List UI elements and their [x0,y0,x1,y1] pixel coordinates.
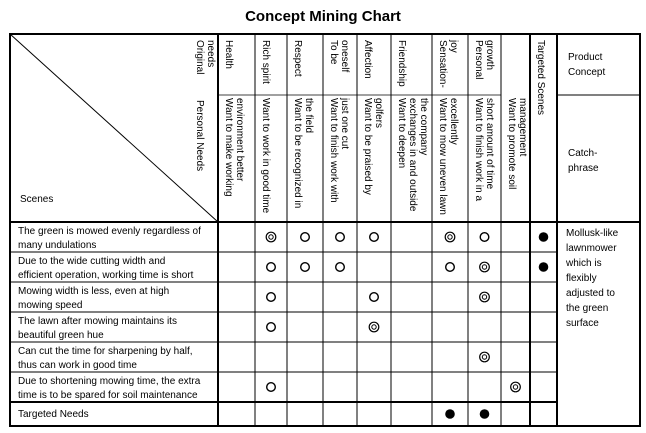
column-category-label: growth [484,40,495,71]
double-circle-mark [369,322,379,332]
product-concept-label: Product [568,52,603,63]
catchphrase-text: the green [566,303,609,314]
column-need-label: Want to promote soil [506,98,517,190]
circle-mark [267,293,276,302]
double-circle-mark-inner [513,385,517,389]
circle-mark [370,293,379,302]
product-concept-label: Concept [568,67,606,78]
catchphrase-text: flexibly [566,273,597,284]
double-circle-mark-inner [482,295,486,299]
double-circle-mark [480,292,490,302]
double-circle-mark-inner [482,355,486,359]
column-category-label: Sensation- [437,40,448,88]
filled-dot-mark [445,409,455,419]
column-need-label: Want to deepen [396,98,407,169]
column-need-label: environment better [234,98,245,182]
filled-dot-mark [539,262,549,272]
column-need-label: the company [418,98,429,156]
column-need-label: Want to be praised by [362,98,373,195]
column-need-label: just one cut [339,98,350,150]
circle-mark [267,383,276,392]
double-circle-mark-inner [269,235,273,239]
double-circle-mark [445,232,455,242]
scene-text: Mowing width is less, even at high [18,286,170,297]
catchphrase-text: lawnmower [566,243,617,254]
column-need-label: Want to finish work in a [473,98,484,202]
column-need-label: Want to mow uneven lawn [437,98,448,215]
catchphrase-label: Catch- [568,148,598,159]
column-category-label: Respect [292,40,303,77]
circle-mark [480,233,489,242]
targeted-scenes-header: Targeted Scenes [535,40,546,116]
circle-mark [336,233,345,242]
scene-text: many undulations [18,240,97,251]
scene-text: Can cut the time for sharpening by half, [18,346,193,357]
circle-mark [301,263,310,272]
column-need-label: the field [303,98,314,134]
scene-text: thus can work in good time [18,360,137,371]
scene-text: The green is mowed evenly regardless of [18,226,201,237]
original-needs-label: needs [205,40,216,68]
scenes-label: Scenes [20,194,54,205]
column-need-label: Want to be recognized in [292,98,303,209]
scene-text: The lawn after mowing maintains its [18,316,177,327]
personal-needs-label: Personal Needs [194,100,205,172]
double-circle-mark [266,232,276,242]
double-circle-mark [480,352,490,362]
filled-dot-mark [539,232,549,242]
catchphrase-text: which is [566,258,602,269]
column-category-label: Affection [362,40,373,79]
catchphrase-text: surface [566,318,599,329]
column-need-label: Want to make working [223,98,234,197]
scene-text: mowing speed [18,300,83,311]
double-circle-mark-inner [482,265,486,269]
column-need-label: short amount of time [484,98,495,190]
original-needs-label: Original [194,40,205,75]
circle-mark [446,263,455,272]
circle-mark [267,263,276,272]
column-need-label: golfers [373,98,384,129]
catchphrase-label: phrase [568,163,599,174]
column-category-label: Friendship [396,40,407,87]
scene-text: beautiful green hue [18,330,104,341]
chart-title: Concept Mining Chart [245,8,401,25]
catchphrase-text: Mollusk-like [566,228,619,239]
circle-mark [370,233,379,242]
scene-text: Due to shortening mowing time, the extra [18,376,201,387]
catchphrase-text: adjusted to [566,288,615,299]
column-need-label: exchanges in and outside [407,98,418,212]
column-category-label: Health [223,40,234,69]
double-circle-mark [511,382,521,392]
circle-mark [267,323,276,332]
circle-mark [301,233,310,242]
column-need-label: Want to work in good time [260,98,271,214]
double-circle-mark-inner [448,235,452,239]
column-need-label: Want to finish work with [328,98,339,203]
circle-mark [336,263,345,272]
column-need-label: management [517,98,528,157]
scene-text: efficient operation, working time is short [18,270,194,281]
column-category-label: Personal [473,40,484,80]
scene-text: time is to be spared for soil maintenance [18,390,198,401]
column-category-label: oneself [339,40,350,73]
double-circle-mark-inner [372,325,376,329]
filled-dot-mark [480,409,490,419]
targeted-needs-label: Targeted Needs [18,409,89,420]
column-category-label: Rich spirit [260,40,271,84]
column-category-label: To be [328,40,339,65]
column-need-label: excellently [448,98,459,145]
scene-text: Due to the wide cutting width and [18,256,166,267]
double-circle-mark [480,262,490,272]
column-category-label: joy [448,40,459,53]
